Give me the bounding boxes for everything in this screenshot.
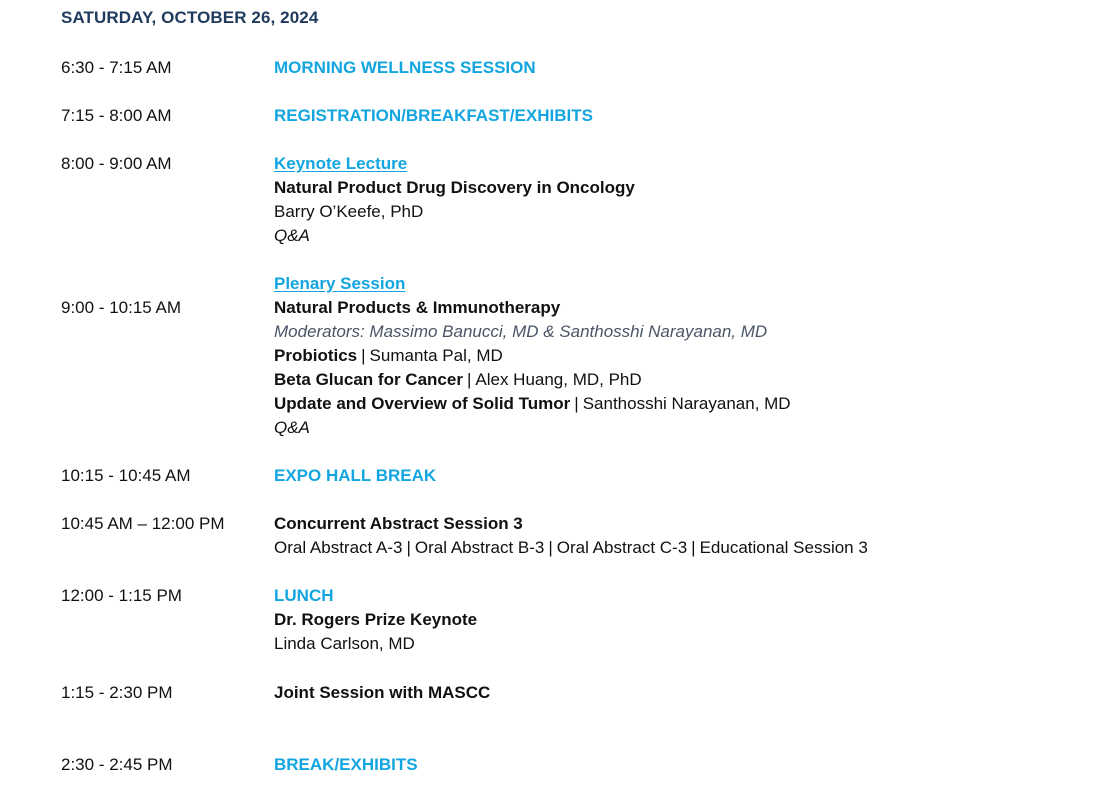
time-slot: 8:00 - 9:00 AM bbox=[61, 154, 172, 173]
plenary-session-link[interactable]: Plenary Session bbox=[274, 274, 406, 293]
schedule-item-plenary bbox=[274, 272, 791, 440]
time-slot: 1:15 - 2:30 PM bbox=[61, 683, 173, 702]
event-title: REGISTRATION/BREAKFAST/EXHIBITS bbox=[274, 106, 593, 125]
track-a: Oral Abstract A-3 bbox=[274, 538, 403, 557]
schedule-item-concurrent-abstract bbox=[274, 512, 868, 560]
speaker-name: Alex Huang, MD, PhD bbox=[475, 370, 642, 389]
speaker-name: Sumanta Pal, MD bbox=[369, 346, 503, 365]
talk-title: Probiotics bbox=[274, 346, 358, 365]
time-slot: 6:30 - 7:15 AM bbox=[61, 58, 172, 77]
talk-row bbox=[274, 368, 791, 392]
talk-title: Joint Session with MASCC bbox=[274, 683, 491, 702]
separator: | bbox=[466, 370, 472, 389]
separator: | bbox=[406, 538, 411, 557]
talk-row bbox=[274, 392, 791, 416]
event-title: LUNCH bbox=[274, 586, 334, 605]
date-heading: SATURDAY, OCTOBER 26, 2024 bbox=[61, 8, 319, 27]
time-slot: 9:00 - 10:15 AM bbox=[61, 298, 182, 317]
talk-row bbox=[274, 344, 791, 368]
tracks-row bbox=[274, 536, 868, 560]
talk-title: Update and Overview of Solid Tumor bbox=[274, 394, 571, 413]
schedule-item-joint-session bbox=[274, 681, 490, 705]
moderators-text: Moderators: Massimo Banucci, MD & Santhosshi Narayanan, MD bbox=[274, 322, 768, 341]
separator: | bbox=[361, 346, 366, 365]
talk-title: Natural Products & Immunotherapy bbox=[274, 298, 561, 317]
speaker-name: Barry O’Keefe, PhD bbox=[274, 202, 424, 221]
talk-title: Natural Product Drug Discovery in Oncology bbox=[274, 178, 635, 197]
talk-title: Dr. Rogers Prize Keynote bbox=[274, 610, 478, 629]
time-slot: 10:45 AM – 12:00 PM bbox=[61, 514, 225, 533]
schedule-item-break-exhibits bbox=[274, 753, 418, 777]
talk-title: Beta Glucan for Cancer bbox=[274, 370, 463, 389]
event-title: MORNING WELLNESS SESSION bbox=[274, 58, 536, 77]
speaker-name: Santhosshi Narayanan, MD bbox=[582, 394, 791, 413]
time-slot: 12:00 - 1:15 PM bbox=[61, 586, 182, 605]
schedule-item-keynote bbox=[274, 152, 635, 248]
track-b: Oral Abstract B-3 bbox=[414, 538, 545, 557]
keynote-lecture-link[interactable]: Keynote Lecture bbox=[274, 154, 408, 173]
track-educational: Educational Session 3 bbox=[699, 538, 868, 557]
qa-label: Q&A bbox=[274, 418, 310, 437]
schedule-item-morning-wellness bbox=[274, 56, 536, 80]
time-slot: 10:15 - 10:45 AM bbox=[61, 466, 191, 485]
talk-title: Concurrent Abstract Session 3 bbox=[274, 514, 523, 533]
separator: | bbox=[548, 538, 553, 557]
event-title: BREAK/EXHIBITS bbox=[274, 755, 418, 774]
schedule-item-registration bbox=[274, 104, 593, 128]
schedule-item-expo-break bbox=[274, 464, 436, 488]
separator: | bbox=[691, 538, 696, 557]
separator: | bbox=[574, 394, 579, 413]
time-slot: 2:30 - 2:45 PM bbox=[61, 755, 173, 774]
qa-label: Q&A bbox=[274, 226, 310, 245]
schedule-item-lunch bbox=[274, 584, 477, 656]
track-c: Oral Abstract C-3 bbox=[556, 538, 688, 557]
event-title: EXPO HALL BREAK bbox=[274, 466, 437, 485]
speaker-name: Linda Carlson, MD bbox=[274, 634, 415, 653]
time-slot: 7:15 - 8:00 AM bbox=[61, 106, 172, 125]
